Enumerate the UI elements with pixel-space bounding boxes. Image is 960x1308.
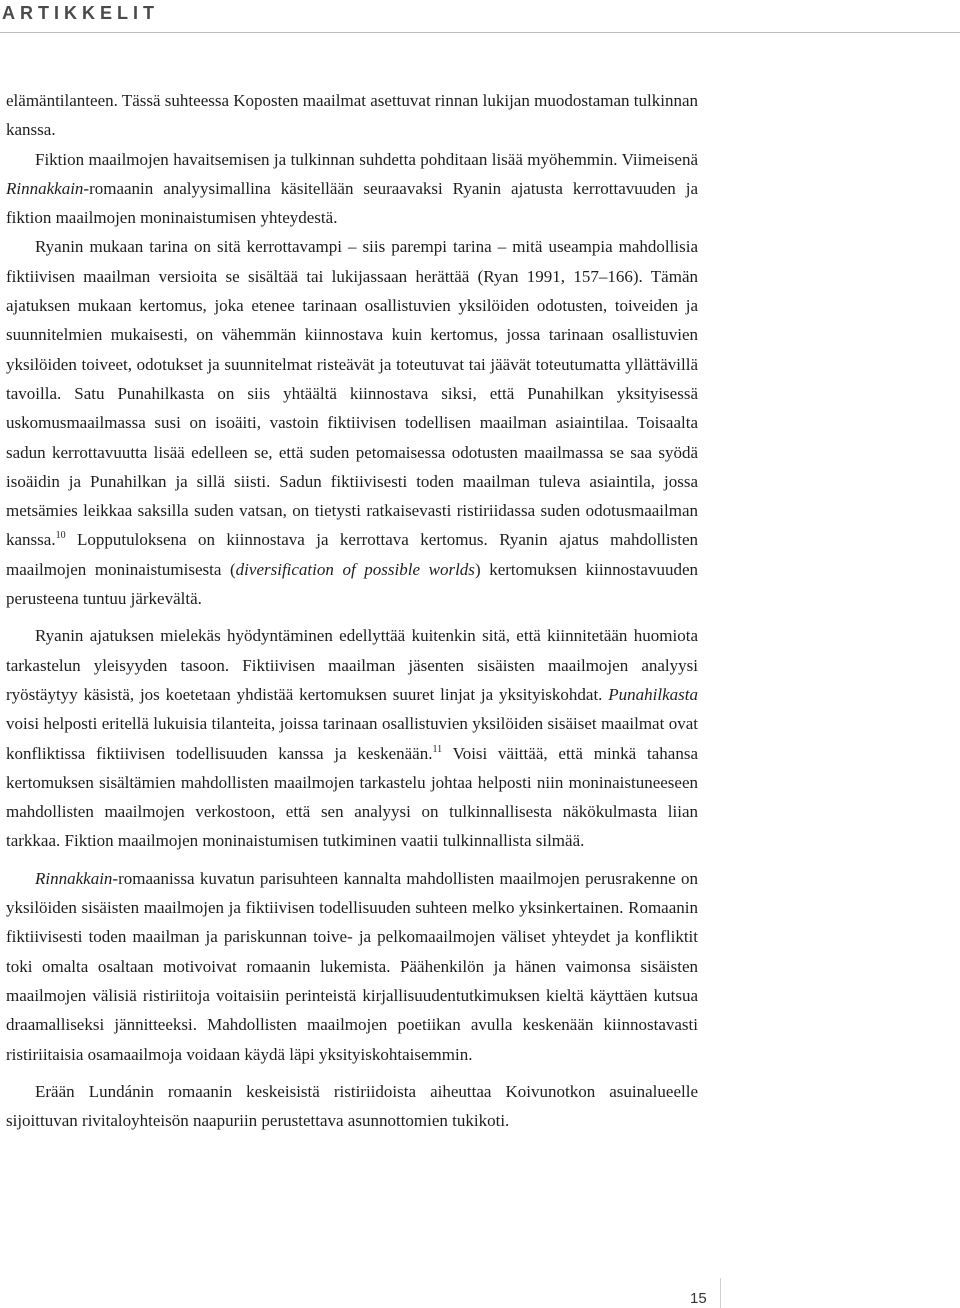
text-run: -romaanin analyysimallina käsitellään seuraavaksi Ryanin ajatusta kerrottavuuden ja fiktion maailmojen moninaistumisen yhteydestä. (6, 178, 698, 228)
text-run: Erään Lundánin romaanin keskeisistä ristiriidoista aiheuttaa Koivunotkon asuinalueelle sijoittuvan rivitaloyhteisön naapuriin perustettava asunnottomien tukikoti. (6, 1081, 698, 1131)
italic-text: Rinnakkain (35, 868, 113, 888)
text-run: ) kertomuksen kiinnostavuuden perusteena tuntuu järkevältä. (6, 559, 698, 609)
paragraph (6, 232, 698, 613)
italic-text: Rinnakkain (6, 178, 84, 198)
text-run: Ryanin ajatuksen mielekäs hyödyntäminen edellyttää kuitenkin sitä, että kiinnitetään huomiota tarkastelun yleisyyden tasoon. Fiktiivisen maailman jäsenten sisäisten maailmojen analyysi ryöstäytyy käsistä, jos koetetaan yhdistää kertomuksen suuret linjat ja yksityiskohdat. (6, 626, 698, 704)
paragraph (6, 1077, 698, 1136)
footnote-ref: 10 (55, 530, 66, 542)
section-label: ARTIKKELIT (2, 3, 159, 23)
header-rule (0, 32, 960, 33)
text-run: -romaanissa kuvatun parisuhteen kannalta mahdollisten maailmojen perusrakenne on yksilöiden sisäisten maailmojen ja fiktiivisen todellisuuden suhteen melko yksinkertainen. Romaanin fiktiivisesti toden maailman ja pariskunnan toive- ja pelkomaailmojen väliset yhteydet ja konfliktit toki omalta osaltaan motivoivat romaanin lukemista. Päähenkilön ja hänen vaimonsa sisäisten maailmojen välisiä ristiriitoja voitaisiin perinteistä kirjallisuudentutkimuksen kieltä käyttäen kutsua draamalliseksi jännitteeksi. Mahdollisten maailmojen poetiikan avulla keskenään kiinnostavasti ristiriitaisia osamaailmoja voidaan käydä läpi yksityiskohtaisemmin. (6, 868, 698, 1064)
italic-text: Punahilkasta (608, 684, 698, 704)
text-run: voisi helposti eritellä lukuisia tilanteita, joissa tarinaan osallistuvien yksilöiden sisäiset maailmat ovat konfliktissa fiktiivisen todellisuuden kanssa ja keskenään. (6, 714, 698, 763)
paragraph (6, 621, 698, 855)
text-run: Fiktion maailmojen havaitsemisen ja tulkinnan suhdetta pohditaan lisää myöhemmin. Viimeisenä (35, 149, 698, 169)
text-run: Lopputuloksena on kiinnostava ja kerrottava kertomus. Ryanin ajatus mahdollisten maailmojen moninaistumisesta ( (6, 530, 698, 579)
text-run: Voisi väittää, että minkä tahansa kertomuksen sisältämien mahdollisten maailmojen tarkastelu johtaa helposti niin moninaistuneeseen mahdollisten maailmojen verkostoon, että sen analyysi on tulkinnallisesta näkökulmasta liian tarkkaa. Fiktion maailmojen moninaistumisen tutkiminen vaatii tulkinnallista silmää. (6, 743, 698, 851)
article-body (6, 86, 698, 1135)
paragraph (6, 864, 698, 1069)
text-run: Ryanin mukaan tarina on sitä kerrottavampi – siis parempi tarina – mitä useampia mahdollisia fiktiivisen maailman versioita se sisältää tai lukijassaan herättää (Ryan 1991, 157–166). Tämän ajatuksen mukaan kertomus, joka etenee tarinaan osallistuvien yksilöiden odotusten, toiveiden ja suunnitelmien mukaisesti, on vähemmän kiinnostava kuin kertomus, jossa tarinaan osallistuvien yksilöiden toiveet, odotukset ja suunnitelmat risteävät ja toteutuvat tai jäävät toteutumatta yllättävillä tavoilla. Satu Punahilkasta on siis yhtäältä kiinnostava siksi, että Punahilkan yksityisessä uskomusmaailmassa susi on isoäiti, vastoin fiktiivisen todellisen maailman asiaintilaa. Toisaalta sadun kerrottavuutta lisää edelleen se, että suden petomaisessa odotusten maailmassa se saa syödä isoäidin ja Punahilkan ja sillä siisti. Sadun fiktiivisesti toden maailman tuleva asiaintila, jossa metsämies leikkaa saksilla suden vatsan, on tietysti ratkaisevasti ristiriidassa suden odotusmaailman kanssa. (6, 237, 698, 550)
page-number: 15 (690, 1290, 707, 1307)
paragraph (6, 86, 698, 145)
running-header (0, 0, 960, 32)
paragraph (6, 145, 698, 233)
footer-rule (720, 1278, 721, 1308)
italic-text: diversification of possible worlds (235, 559, 475, 579)
footnote-ref: 11 (432, 743, 443, 755)
text-run: elämäntilanteen. Tässä suhteessa Koposten maailmat asettuvat rinnan lukijan muodostaman tulkinnan kanssa. (6, 91, 698, 140)
